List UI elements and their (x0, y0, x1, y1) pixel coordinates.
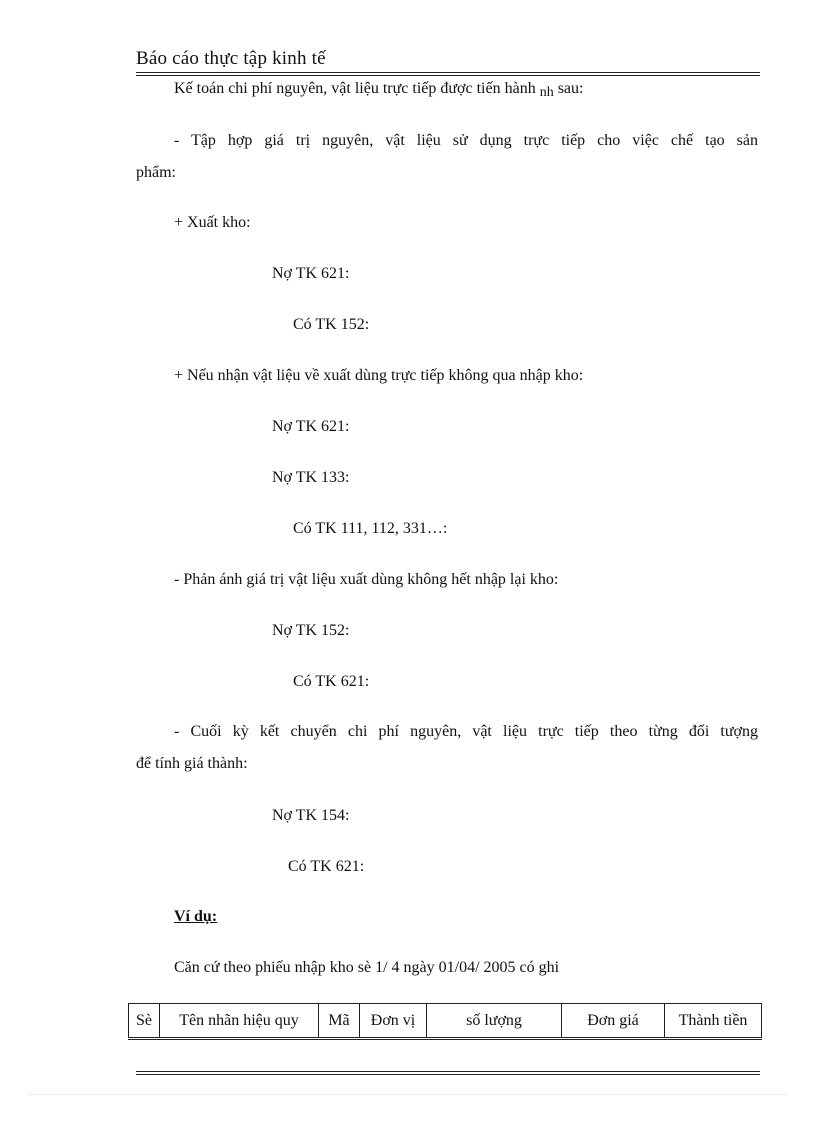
paragraph-cuoi-ky (136, 722, 758, 774)
page-bottom-dotted-line (28, 1094, 788, 1095)
receipt-table (128, 1003, 762, 1040)
entry2-debit-133: Nợ TK 133: (272, 469, 350, 486)
paragraph-cuoi-ky-line2: để tính giá thành: (136, 755, 248, 772)
table-header-cell: Thành tiền (665, 1004, 762, 1039)
entry4-credit: Có TK 621: (288, 858, 365, 875)
table-header-cell: Đơn giá (562, 1004, 665, 1039)
entry2-debit-621: Nợ TK 621: (272, 418, 350, 435)
xuat-kho-line: + Xuất kho: (174, 214, 251, 231)
entry1-debit: Nợ TK 621: (272, 265, 350, 282)
footer-rule-top (136, 1071, 760, 1072)
paragraph-tap-hop (136, 131, 758, 183)
table-header-cell: Mã (319, 1004, 360, 1039)
entry2-credit: Có TK 111, 112, 331…: (293, 520, 448, 537)
paragraph-cuoi-ky-line1: - Cuối kỳ kết chuyển chi phí nguyên, vật liệu trực tiếp theo từng đối tượng (174, 723, 758, 740)
intro-small-text: nh (539, 85, 554, 100)
footer-rule-bottom (136, 1074, 760, 1075)
entry3-debit: Nợ TK 152: (272, 622, 350, 639)
example-text: Căn cứ theo phiếu nhập kho sè 1/ 4 ngày 01/04/ 2005 có ghi (174, 959, 560, 976)
intro-line: Kế toán chi phí nguyên, vật liệu trực tiếp được tiến hành nh sau: (174, 80, 584, 100)
header-rule-top (136, 72, 760, 73)
table-header-cell: Tên nhãn hiệu quy (160, 1004, 319, 1039)
example-label: Ví dụ: (174, 908, 218, 925)
entry4-debit: Nợ TK 154: (272, 807, 350, 824)
page-header-title: Báo cáo thực tập kinh tế (136, 48, 326, 69)
paragraph-tap-hop-line1: - Tập hợp giá trị nguyên, vật liệu sử dụng trực tiếp cho việc chế tạo sản (174, 132, 758, 149)
entry3-credit: Có TK 621: (293, 673, 370, 690)
header-rule-bottom (136, 75, 760, 76)
entry1-credit: Có TK 152: (293, 316, 370, 333)
paragraph-tap-hop-line2: phẩm: (136, 164, 176, 181)
phan-anh-line: - Phản ánh giá trị vật liệu xuất dùng không hết nhập lại kho: (174, 571, 559, 588)
nhan-vat-lieu-line: + Nếu nhận vật liệu về xuất dùng trực tiếp không qua nhập kho: (174, 367, 584, 384)
table-header-cell: số lượng (427, 1004, 562, 1039)
table-header-row (129, 1004, 762, 1039)
table-header-cell: Đơn vị (360, 1004, 427, 1039)
table-header-cell: Sè (129, 1004, 160, 1039)
